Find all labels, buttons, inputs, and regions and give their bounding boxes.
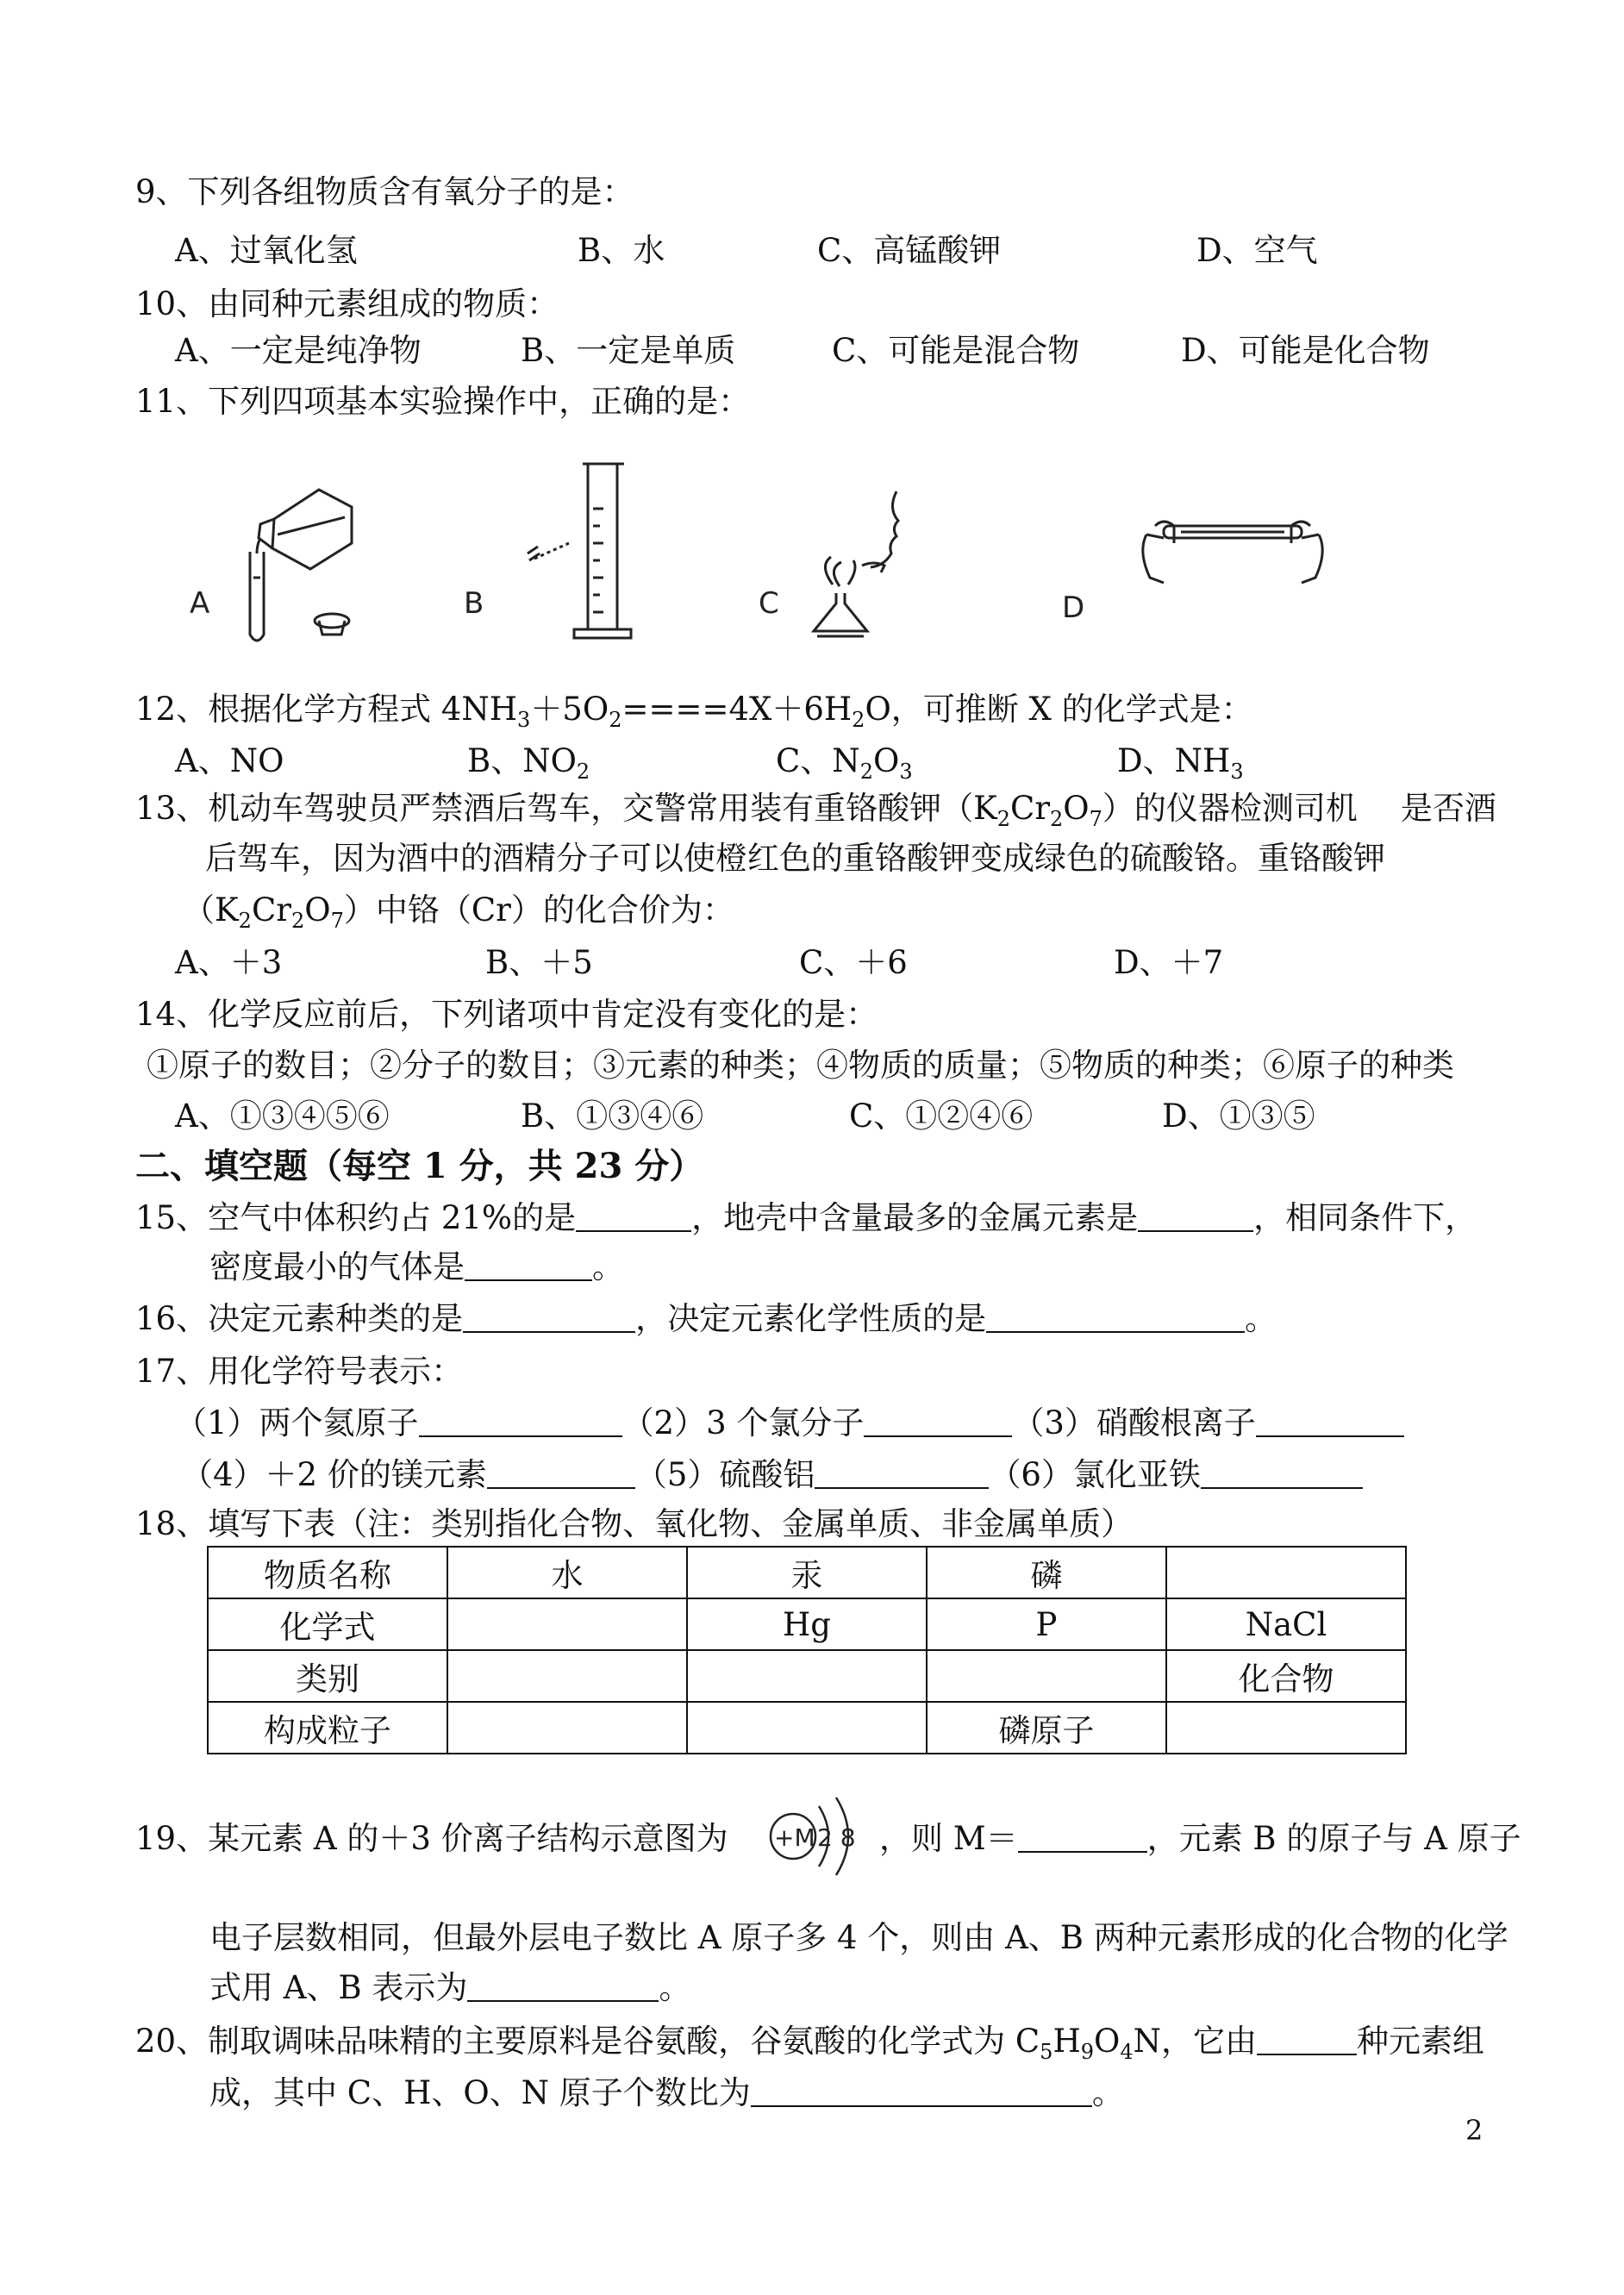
ion-shell-label: 2 8 xyxy=(817,1823,856,1852)
q10-option-a: A、一定是纯净物 xyxy=(175,332,422,369)
q12-option-a: A、NO xyxy=(175,742,284,779)
q16-line: 16、决定元素种类的是 ，决定元素化学性质的是 。 xyxy=(135,1300,1277,1337)
ion-structure-diagram xyxy=(759,1789,879,1884)
q13-line-3: $(K_2Cr_2O_7)$中铬（Cr）的化合价为： xyxy=(183,891,734,933)
q15-blank-3[interactable] xyxy=(465,1250,592,1281)
q17-blank-3[interactable] xyxy=(1256,1406,1404,1437)
table-cell: 类别 xyxy=(208,1650,447,1702)
q10-stem: 10、由同种元素组成的物质： xyxy=(135,285,559,322)
q19-line-1-b: ，则 M＝ ，元素 B 的原子与 A 原子 xyxy=(879,1820,1521,1857)
q13-option-c: C、＋6 xyxy=(799,944,908,981)
q14-stem: 14、化学反应前后，下列诸项中肯定没有变化的是： xyxy=(135,996,878,1033)
table-cell: Hg xyxy=(687,1598,927,1650)
q13-line-1: 13、机动车驾驶员严禁酒后驾车，交警常用装有重铬酸钾$(K_2Cr_2O_7)$的仪器检测司机 是否酒 xyxy=(135,790,1496,831)
table-cell: NaCl xyxy=(1166,1598,1406,1650)
q17-blank-6[interactable] xyxy=(1201,1458,1363,1489)
table-cell xyxy=(1166,1702,1406,1754)
q9-option-c: C、高锰酸钾 xyxy=(817,232,1002,269)
q17-row-2: （4）＋2 价的镁元素 （5）硫酸铝 （6）氯化亚铁 xyxy=(181,1455,1363,1495)
q11-label-b: B xyxy=(464,586,484,621)
q16-blank-2[interactable] xyxy=(986,1302,1245,1333)
q17-blank-1[interactable] xyxy=(419,1406,622,1437)
q14-items: ①原子的数目；②分子的数目；③元素的种类；④物质的质量；⑤物质的种类；⑥原子的种类 xyxy=(147,1047,1454,1084)
test-tube-handling-diagram xyxy=(1129,500,1336,595)
table-cell xyxy=(447,1702,687,1754)
table-row xyxy=(208,1598,1406,1650)
table-cell: P xyxy=(927,1598,1166,1650)
q12-option-d: D、$NH_3$ xyxy=(1117,742,1244,784)
table-cell xyxy=(687,1650,927,1702)
table-cell: 磷原子 xyxy=(927,1702,1166,1754)
q17-stem: 17、用化学符号表示： xyxy=(135,1353,464,1390)
q19-line-1-a: 19、某元素 A 的＋3 价离子结构示意图为 xyxy=(135,1820,728,1857)
q17-blank-2[interactable] xyxy=(864,1406,1012,1437)
smelling-gas-diagram xyxy=(802,483,948,647)
q17-row-1: （1）两个氦原子 （2）3 个氯分子 （3）硝酸根离子 xyxy=(175,1404,1404,1443)
q15-blank-1[interactable] xyxy=(576,1201,691,1232)
q12-option-c: C、$N_2O_3$ xyxy=(776,742,913,784)
q20-blank-1[interactable] xyxy=(1257,2024,1357,2055)
q14-option-a: A、①③④⑤⑥ xyxy=(175,1097,390,1135)
q19-line-3: 式用 A、B 表示为 。 xyxy=(209,1969,691,2006)
q9-option-a: A、过氧化氢 xyxy=(175,232,358,269)
table-row xyxy=(208,1650,1406,1702)
q18-stem: 18、填写下表（注：类别指化合物、氧化物、金属单质、非金属单质） xyxy=(135,1505,1134,1542)
q13-option-d: D、＋7 xyxy=(1114,944,1224,981)
table-cell xyxy=(687,1702,927,1754)
table-row xyxy=(208,1702,1406,1754)
q9-option-d: D、空气 xyxy=(1196,232,1318,269)
table-cell: 构成粒子 xyxy=(208,1702,447,1754)
q15-line-2: 密度最小的气体是 。 xyxy=(209,1248,624,1285)
table-cell xyxy=(927,1650,1166,1702)
page-number: 2 xyxy=(1465,2114,1483,2147)
pouring-liquid-diagram xyxy=(215,483,388,647)
q14-option-c: C、①②④⑥ xyxy=(849,1097,1034,1135)
table-cell: 化合物 xyxy=(1166,1650,1406,1702)
q18-table xyxy=(207,1546,1407,1754)
table-cell xyxy=(447,1650,687,1702)
q17-blank-5[interactable] xyxy=(815,1458,989,1489)
q10-option-c: C、可能是混合物 xyxy=(832,332,1080,369)
q20-blank-2[interactable] xyxy=(751,2076,1092,2107)
q13-line-2: 后驾车，因为酒中的酒精分子可以使橙红色的重铬酸钾变成绿色的硫酸铬。重铬酸钾 xyxy=(205,840,1385,877)
q11-label-a: A xyxy=(190,586,210,621)
table-cell xyxy=(447,1598,687,1650)
q10-option-d: D、可能是化合物 xyxy=(1181,332,1430,369)
table-cell xyxy=(1166,1547,1406,1598)
table-cell: 化学式 xyxy=(208,1598,447,1650)
q13-option-b: B、＋5 xyxy=(485,944,593,981)
q15-line-1: 15、空气中体积约占 21%的是 ，地壳中含量最多的金属元素是 ，相同条件下， xyxy=(135,1199,1477,1236)
section-title: 二、填空题（每空 1 分，共 23 分） xyxy=(135,1146,704,1186)
q17-blank-4[interactable] xyxy=(487,1458,635,1489)
table-cell: 汞 xyxy=(687,1547,927,1598)
q20-line-2: 成，其中 C、H、O、N 原子个数比为 。 xyxy=(209,2074,1124,2111)
q12-stem: 12、根据化学方程式 $4NH_3+5O_2====4X+6H_2O$，可推断 X 的化学式是： xyxy=(135,691,1253,732)
table-cell: 物质名称 xyxy=(208,1547,447,1598)
q19-blank-1[interactable] xyxy=(1018,1822,1147,1853)
q10-option-b: B、一定是单质 xyxy=(521,332,736,369)
table-cell: 磷 xyxy=(927,1547,1166,1598)
graduated-cylinder-diagram xyxy=(517,457,646,647)
q13-option-a: A、＋3 xyxy=(175,944,283,981)
table-cell: 水 xyxy=(447,1547,687,1598)
q11-stem: 11、下列四项基本实验操作中，正确的是： xyxy=(135,383,751,420)
q14-option-b: B、①③④⑥ xyxy=(521,1097,704,1135)
q9-option-b: B、水 xyxy=(578,232,665,269)
q12-option-b: B、$NO_2$ xyxy=(467,742,590,784)
q11-label-c: C xyxy=(759,586,779,621)
q11-label-d: D xyxy=(1062,591,1085,625)
q19-blank-2[interactable] xyxy=(467,1971,659,2002)
q9-stem: 9、下列各组物质含有氧分子的是： xyxy=(135,173,634,210)
q15-blank-2[interactable] xyxy=(1138,1201,1253,1232)
table-row xyxy=(208,1547,1406,1598)
q16-blank-1[interactable] xyxy=(463,1302,635,1333)
q19-line-2: 电子层数相同，但最外层电子数比 A 原子多 4 个，则由 A、B 两种元素形成的化合物的化学 xyxy=(209,1919,1508,1956)
q14-option-d: D、①③⑤ xyxy=(1162,1097,1315,1135)
ion-nucleus-label: +M xyxy=(774,1823,815,1852)
q20-line-1: 20、制取调味品味精的主要原料是谷氨酸，谷氨酸的化学式为 $C_5H_9O_4N$，它由 种元素组 xyxy=(135,2023,1484,2064)
